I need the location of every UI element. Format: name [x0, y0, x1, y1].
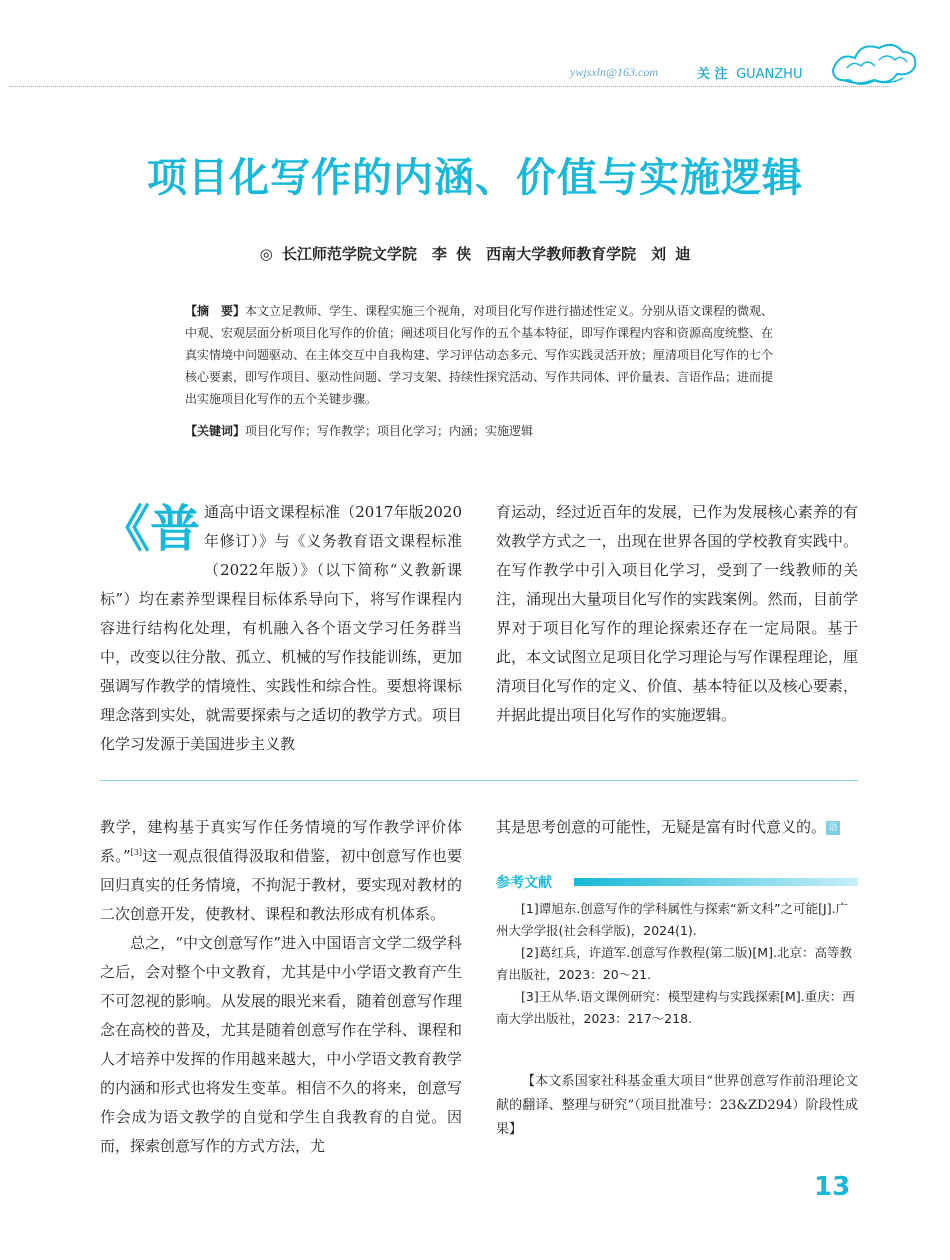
abstract-label: 【摘 要】: [185, 304, 246, 318]
reference-item: [2]葛红兵，许道军.创意写作教程(第二版)[M].北京：高等教育出版社，2023：20～21.: [496, 945, 852, 982]
body-column-left: [100, 813, 462, 1161]
references-list: [496, 898, 858, 1030]
intro-column-left: [100, 498, 462, 759]
keywords-label: 【关键词】: [185, 424, 246, 438]
page-number: 13: [814, 1172, 851, 1202]
column-label-cn: 关 注: [697, 67, 728, 82]
funding-note: 【本文系国家社科基金重大项目“世界创意写作前沿理论文献的翻译、整理与研究”（项目批准号：23&ZD294）阶段性成果】: [496, 1074, 858, 1137]
body-column-right: [496, 813, 858, 842]
intro-column-right: [496, 498, 858, 730]
column-label: [697, 63, 802, 82]
paragraph: 教学，建构基于真实写作任务情境的写作教学评价体系。”[3]这一观点很值得汲取和借鉴，初中创意写作也要回归真实的任务情境，不拘泥于教材，要实现对教材的二次创意开发，使教材、课程和教法形成有机体系。: [100, 818, 462, 923]
author-line: ◎ 长江师范学院文学院 李 侠 西南大学教师教育学院 刘 迪: [259, 245, 691, 263]
references-heading-label: 参考文献: [496, 872, 558, 892]
section-divider: [100, 780, 858, 781]
citation-mark: [3]: [130, 848, 142, 857]
keywords-text: 项目化写作；写作教学；项目化学习；内涵；实施逻辑: [245, 424, 534, 438]
intro-text-right: 育运动，经过近百年的发展，已作为发展核心素养的有效教学方式之一，出现在世界各国的学校教育实践中。在写作教学中引入项目化学习，受到了一线教师的关注，涌现出大量项目化写作的实践案例。然而，目前学界对于项目化写作的理论探索还存在一定局限。基于此，本文试图立足项目化学习理论与写作课程理论，厘清项目化写作的定义、价值、基本特征以及核心要素，并据此提出项目化写作的实施逻辑。: [496, 503, 858, 724]
paragraph: 总之，“中文创意写作”进入中国语言文学二级学科之后，会对整个中文教育，尤其是中小学语文教育产生不可忽视的影响。从发展的眼光来看，随着创意写作理念在高校的普及，尤其是随着创意写作在学科、课程和人才培养中发挥的作用越来越大，中小学语文教育教学的内涵和形式也将发生变革。相信不久的将来，创意写作会成为语文教学的自觉和学生自我教育的自觉。因而，探索创意写作的方式方法，尤: [100, 934, 462, 1155]
abstract: [185, 300, 775, 410]
reference-item: [3]王从华.语文课例研究：模型建构与实践探索[M].重庆：西南大学出版社，2023：217～218.: [496, 989, 855, 1026]
references-heading-bar: [574, 878, 858, 886]
dropcap: 《普: [100, 499, 200, 558]
keywords: [185, 420, 775, 442]
reference-item: [1]谭旭东.创意写作的学科属性与探索“新文科”之可能[J].广州大学学报(社会科学版)，2024(1).: [496, 901, 849, 938]
closing-text: 其是思考创意的可能性，无疑是富有时代意义的。: [496, 818, 827, 836]
article-title: 项目化写作的内涵、价值与实施逻辑: [147, 154, 803, 201]
intro-text-left: 通高中语文课程标准（2017年版2020年修订）》与《义务教育语文课程标准（2022年版）》（以下简称“义教新课标”）均在素养型课程目标体系导向下，将写作课程内容进行结构化处理，有机融入各个语文学习任务群当中，改变以往分散、孤立、机械的写作技能训练，更加强调写作教学的情境性、实践性和综合性。要想将课标理念落到实处，就需要探索与之适切的教学方式。项目化学习发源于美国进步主义教: [100, 503, 462, 753]
header-email: ywjsxln@163.com: [570, 65, 659, 79]
end-mark-icon: 语: [826, 821, 840, 835]
references-heading: [496, 872, 858, 892]
header-divider: [10, 86, 890, 87]
column-label-en: GUANZHU: [736, 67, 803, 82]
abstract-text: 本文立足教师、学生、课程实施三个视角，对项目化写作进行描述性定义。分别从语文课程的微观、中观、宏观层面分析项目化写作的价值；阐述项目化写作的五个基本特征，即写作课程内容和资源高度统整、在真实情境中问题驱动、在主体交互中自我构建、学习评估动态多元、写作实践灵活开放；厘清项目化写作的七个核心要素，即写作项目、驱动性问题、学习支架、持续性探究活动、写作共同体、评价量表、言语作品；进而提出实施项目化写作的五个关键步骤。: [185, 304, 774, 406]
cloud-ornament-icon: [823, 30, 923, 90]
